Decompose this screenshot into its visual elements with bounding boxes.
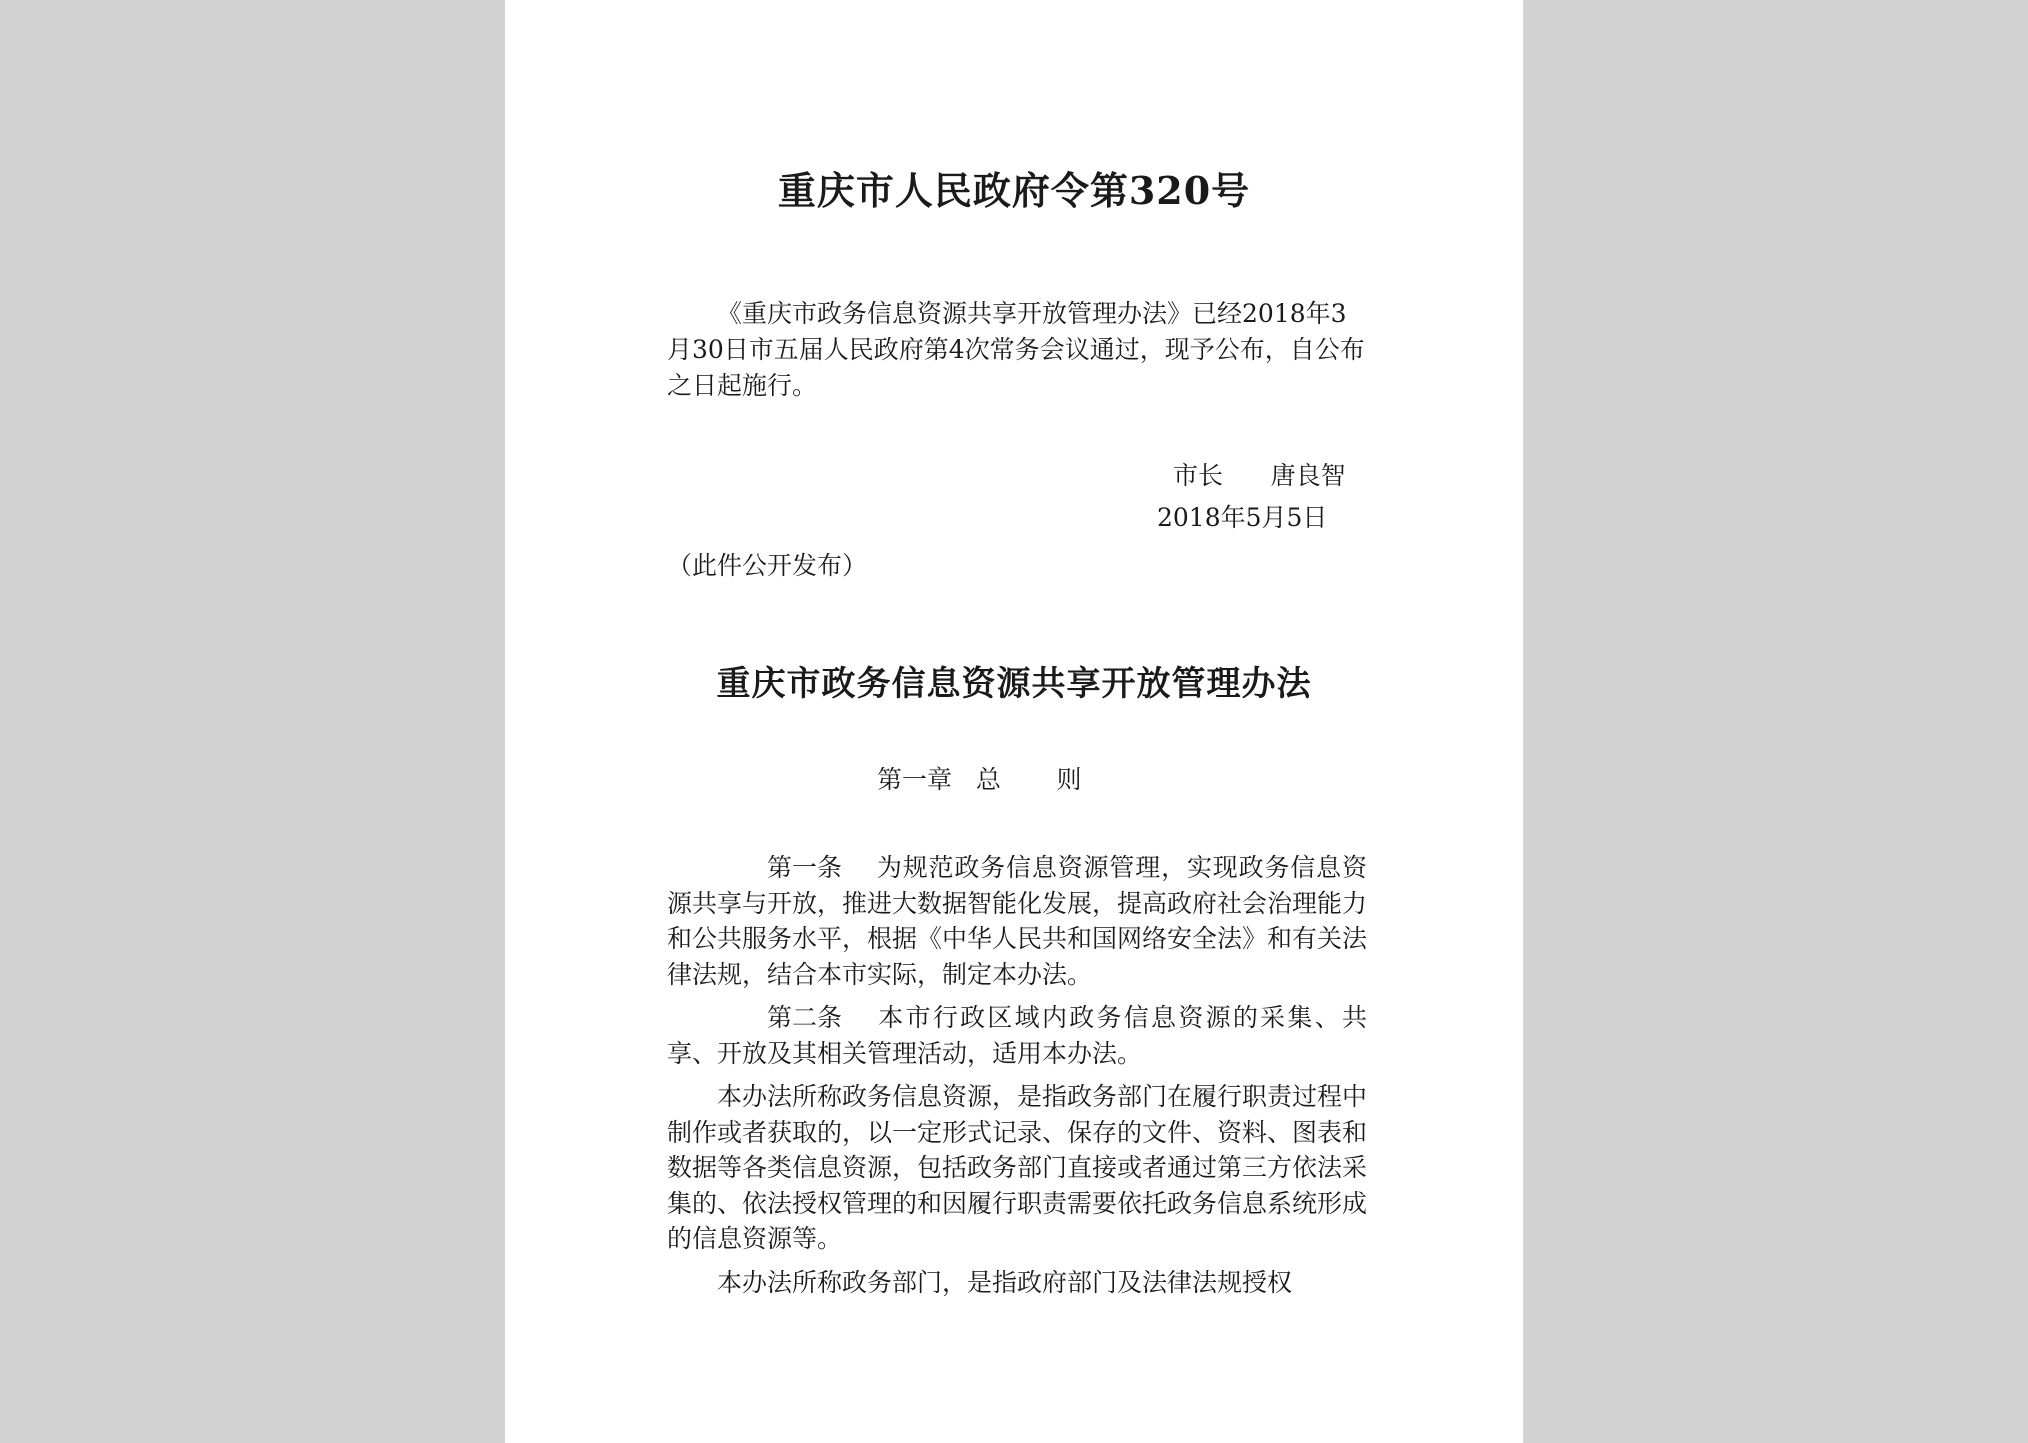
order-paragraph: 《重庆市政务信息资源共享开放管理办法》已经2018年3月30日市五届人民政府第4次常务会议通过，现予公布，自公布之日起施行。 (667, 299, 1365, 400)
article-paragraph (667, 1000, 1367, 1071)
document-page (505, 0, 1523, 1443)
article-number: 第一条 (767, 853, 843, 882)
article-text: 本办法所称政务信息资源，是指政务部门在履行职责过程中制作或者获取的，以一定形式记录、保存的文件、资料、图表和数据等各类信息资源，包括政务部门直接或者通过第三方依法采集的、依法授权管理的和因履行职责需要依托政务信息系统形成的信息资源等。 (667, 1082, 1368, 1253)
mayor-signature: 市长 唐良智 (1173, 461, 1346, 490)
order-title: 重庆市人民政府令第320号 (777, 168, 1251, 213)
regulation-title: 重庆市政务信息资源共享开放管理办法 (716, 664, 1312, 704)
publish-note: （此件公开发布） (667, 551, 868, 580)
article-number: 第二条 (767, 1003, 843, 1032)
article-text: 本市行政区域内政务信息资源的采集、共享、开放及其相关管理活动，适用本办法。 (667, 1003, 1367, 1068)
article-text: 本办法所称政务部门，是指政府部门及法律法规授权 (717, 1267, 1293, 1297)
order-text (667, 296, 1367, 404)
article-paragraph (667, 850, 1367, 992)
article-paragraph (667, 1265, 1367, 1301)
chapter-heading: 第一章 总 则 (877, 765, 1082, 794)
article-paragraph (667, 1079, 1367, 1257)
signature-date: 2018年5月5日 (1157, 503, 1328, 532)
article-text: 为规范政务信息资源管理，实现政务信息资源共享与开放，推进大数据智能化发展，提高政府社会治理能力和公共服务水平，根据《中华人民共和国网络安全法》和有关法律法规，结合本市实际，制定本办法。 (667, 853, 1368, 989)
articles-body (667, 850, 1367, 1308)
